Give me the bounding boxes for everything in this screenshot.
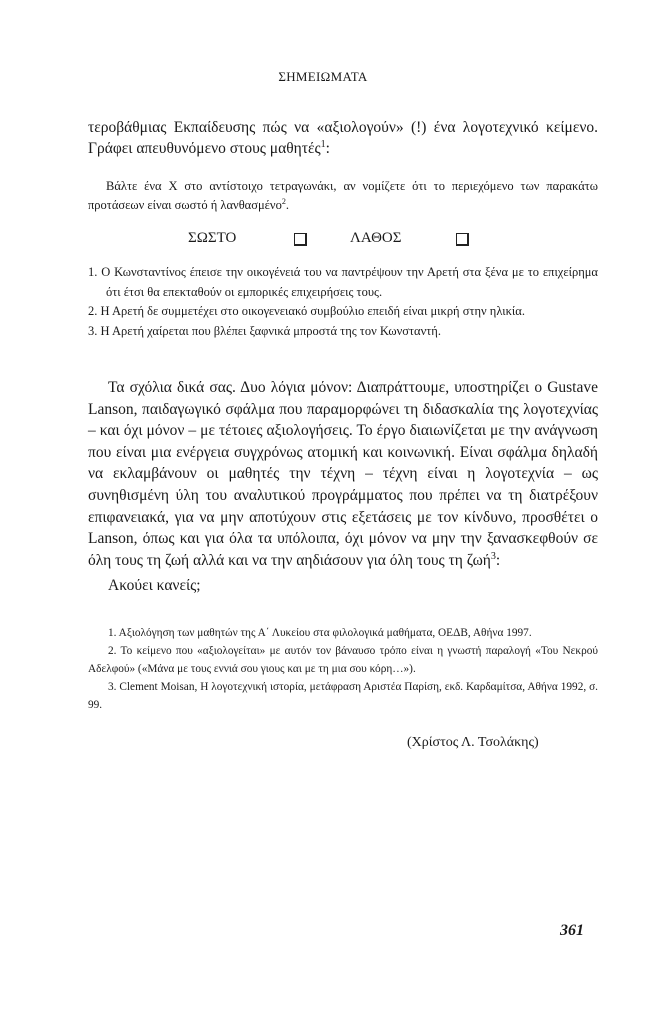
- instruction-quote: [88, 177, 598, 215]
- paragraph-text: τεροβάθμιας Εκπαίδευσης πώς να «αξιολογούν» (!) ένα λογοτεχνικό κείμενο. Γράφει απευθυνόμενο στους μαθητές: [88, 119, 598, 157]
- correct-label: ΣΩΣΤΟ: [188, 230, 237, 246]
- footnote-ref[interactable]: 1: [320, 138, 326, 150]
- statement-item: 2. Η Αρετή δε συμμετέχει στο οικογενειακό συμβούλιο επειδή είναι μικρή στην ηλικία.: [88, 304, 525, 318]
- punct: :: [495, 551, 501, 569]
- intro-paragraph: [88, 117, 598, 159]
- page-number: 361: [560, 922, 584, 939]
- footnote: 1. Αξιολόγηση των μαθητών της Α΄ Λυκείου στα φιλολογικά μαθήματα, ΟΕΔΒ, Αθήνα 1997.: [108, 627, 532, 639]
- footnote: 3. Clement Moisan, Η λογοτεχνική ιστορία, μετάφραση Αριστέα Παρίση, εκδ. Καρδαμίτσα, Αθήνα 1992, σ. 99.: [88, 681, 598, 711]
- author-signature: (Χρίστος Λ. Τσολάκης): [407, 735, 539, 750]
- punct: .: [285, 198, 290, 212]
- wrong-checkbox[interactable]: [456, 233, 469, 246]
- statement-item: 1. Ο Κωνσταντίνος έπεισε την οικογένειά του να παντρέψουν την Αρετή στα ξένα με το επιχείρημα ότι έτσι θα επεκταθούν οι εμπορικές επιχειρήσεις τους.: [88, 265, 598, 299]
- statement-list: [88, 263, 598, 341]
- footnotes: [88, 624, 598, 714]
- instruction-text: Βάλτε ένα Χ στο αντίστοιχο τετραγωνάκι, αν νομίζετε ότι το περιεχόμενο των παρακάτω προτάσεων είναι σωστό ή λανθασμένο: [88, 179, 598, 212]
- closing-question: Ακούει κανείς;: [108, 577, 201, 594]
- statement-item: 3. Η Αρετή χαίρεται που βλέπει ξαφνικά μπροστά της τον Κωνσταντή.: [88, 323, 441, 338]
- correct-checkbox[interactable]: [294, 233, 307, 246]
- footnote-ref[interactable]: 2: [281, 196, 286, 206]
- commentary-paragraph: [88, 377, 598, 571]
- wrong-label: ΛΑΘΟΣ: [350, 230, 402, 246]
- paragraph-text: Τα σχόλια δικά σας. Δυο λόγια μόνον: Διαπράττουμε, υποστηρίζει ο Gustave Lanson, παιδαγωγικό σφάλμα που παραμορφώνει τη διδασκαλία της λογοτεχνίας – και όχι μόνον – με τέτοιες αξιολογήσεις. Το έργο διαιωνίζεται με την ανάγνωση που είναι μια ενέργεια συγχρόνως ατομική και κοινωνική. Είναι σφάλμα δηλαδή να εκλαμβάνουν οι μαθητές την τέχνη – τέχνη είναι η λογοτεχνία – ως συνηθισμένη ύλη του αναλυτικού προγράμματος που πρέπει να τη διατρέξουν επιφανειακά, για να μην αποτύχουν στις εξετάσεις με τον κίνδυνο, προσθέτει ο Lanson, όπως και για όλα τα υπόλοιπα, όχι μόνον να μην την ξανασκεφθούν σε όλη τους τη ζωή αλλά και να την αηδιάσουν για όλη τους τη ζωή: [88, 379, 598, 569]
- punct: :: [325, 140, 330, 157]
- footnote-ref[interactable]: 3: [490, 550, 496, 562]
- footnote: 2. Το κείμενο που «αξιολογείται» με αυτόν τον βάναυσο τρόπο είναι η γνωστή παραλογή «Του Νεκρού Αδελφού» («Μάνα με τους εννιά σου γιους και με τη μια σου κόρη…»).: [88, 645, 598, 675]
- running-header: ΣΗΜΕΙΩΜΑΤΑ: [278, 69, 368, 84]
